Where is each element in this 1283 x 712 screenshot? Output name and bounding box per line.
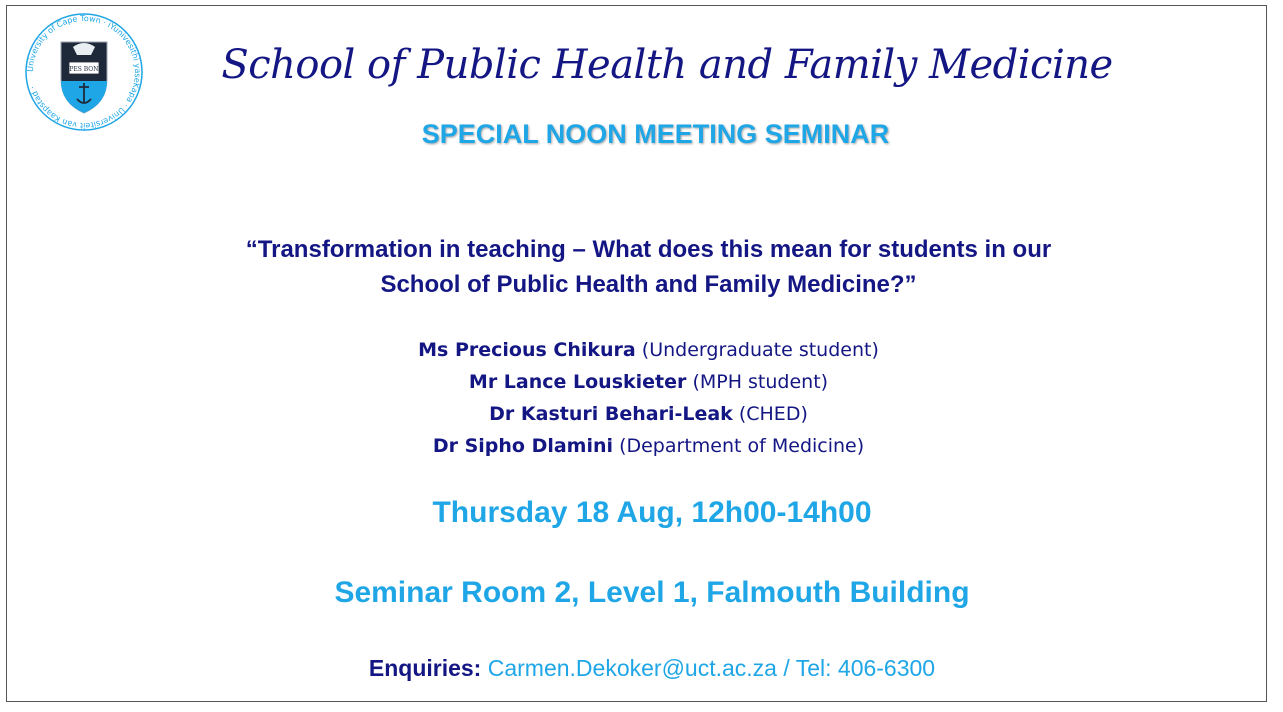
enquiries [7,655,1283,682]
event-datetime: Thursday 18 Aug, 12h00-14h00 [432,496,872,529]
talk-title-line-2: School of Public Health and Family Medicine?” [380,271,917,298]
speaker-name: Mr Lance Louskieter [468,371,687,393]
speaker-item [7,398,1283,430]
speaker-name: Dr Kasturi Behari-Leak [489,403,733,425]
talk-title-line-1: “Transformation in teaching – What does this mean for students in our [245,236,1052,263]
speaker-item [7,366,1283,398]
speaker-list [7,334,1283,462]
speaker-affiliation: (Department of Medicine) [619,435,865,457]
speaker-item [7,430,1283,462]
speaker-affiliation: (Undergraduate student) [641,339,879,361]
event-venue: Seminar Room 2, Level 1, Falmouth Building [334,576,970,609]
speaker-item [7,334,1283,366]
logo-motto: SPES BONA [65,66,103,73]
seminar-poster [6,5,1267,702]
speaker-name: Ms Precious Chikura [418,339,636,361]
seminar-subtitle: SPECIAL NOON MEETING SEMINAR [421,119,890,149]
talk-title [7,232,1283,302]
logo-ring-text: University of Cape Town · iYunivesithi yaseKapa · Universiteit van Kaapstad · [25,13,143,131]
speaker-name: Dr Sipho Dlamini [432,435,614,457]
school-title: School of Public Health and Family Medicine [221,42,1113,88]
enquiries-contact[interactable]: Carmen.Dekoker@uct.ac.za / Tel: 406-6300 [487,655,936,681]
speaker-affiliation: (CHED) [738,403,808,425]
enquiries-label: Enquiries: [368,655,482,681]
speaker-affiliation: (MPH student) [692,371,829,393]
